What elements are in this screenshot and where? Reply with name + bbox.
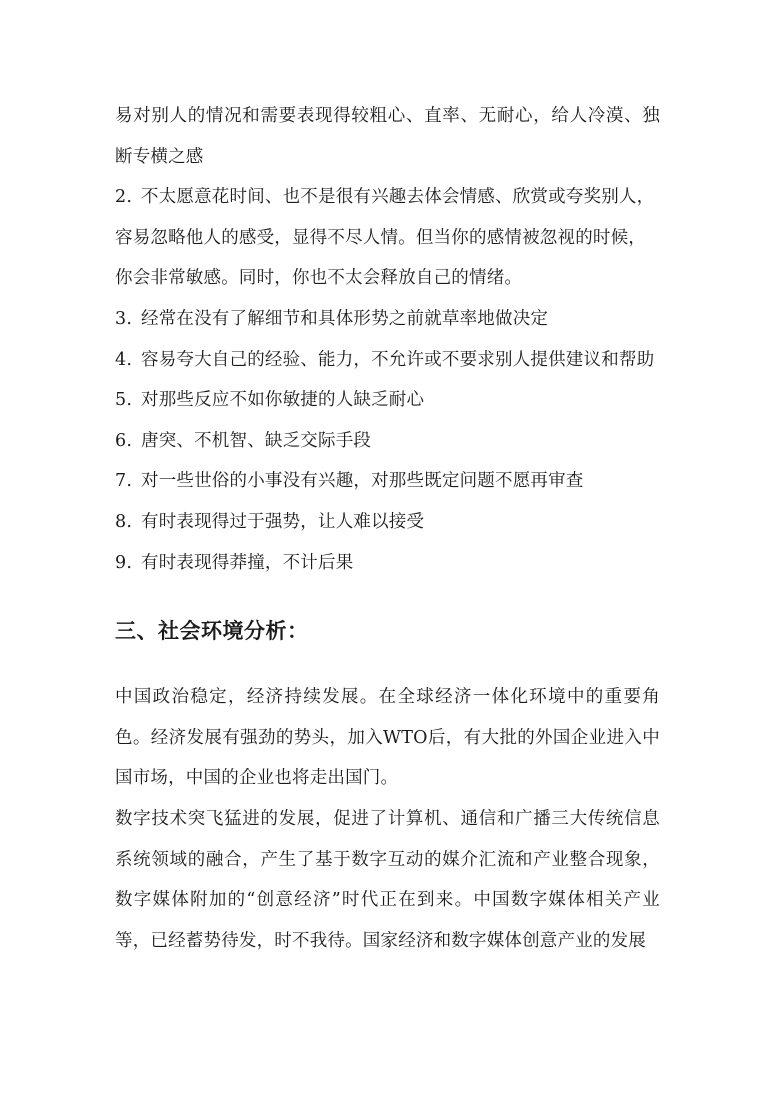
list-number: 6. — [115, 430, 133, 451]
list-item — [115, 543, 660, 584]
list-item — [115, 461, 660, 502]
list-item — [115, 299, 660, 340]
list-item — [115, 502, 660, 543]
list-number: 3. — [115, 308, 133, 329]
list-text: 唐突、不机智、缺乏交际手段 — [141, 430, 372, 451]
list-text: 对一些世俗的小事没有兴趣，对那些既定问题不愿再审查 — [141, 471, 584, 492]
list-text: 经常在没有了解细节和具体形势之前就草率地做决定 — [141, 308, 549, 329]
list-item — [115, 380, 660, 421]
list-number: 5. — [115, 390, 133, 411]
list-number: 4. — [115, 349, 133, 370]
list-item — [115, 421, 660, 462]
intro-continuation: 易对别人的情况和需要表现得较粗心、直率、无耐心，给人冷漠、独断专横之感 — [115, 106, 660, 167]
list-number: 9. — [115, 552, 133, 573]
list-text: 不太愿意花时间、也不是很有兴趣去体会情感、欣赏或夸奖别人，容易忽略他人的感受，显得不尽人情。但当你的感情被忽视的时候，你会非常敏感。同时，你也不太会释放自己的情绪。 — [115, 187, 655, 289]
list-text: 有时表现得莽撞，不计后果 — [141, 552, 354, 573]
list-item — [115, 177, 660, 299]
weakness-list — [115, 177, 660, 583]
section-heading: 三、社会环境分析： — [115, 619, 309, 644]
list-item — [115, 340, 660, 381]
list-number: 7. — [115, 471, 133, 492]
body-paragraph: 数字技术突飞猛进的发展，促进了计算机、通信和广播三大传统信息系统领域的融合，产生了基于数字互动的媒介汇流和产业整合现象，数字媒体附加的“创意经济”时代正在到来。中国数字媒体相关产业等，已经蓄势待发，时不我待。国家经济和数字媒体创意产业的发展 — [115, 808, 660, 951]
document-page — [115, 96, 660, 961]
body-paragraph: 中国政治稳定，经济持续发展。在全球经济一体化环境中的重要角色。经济发展有强劲的势头，加入WTO后，有大批的外国企业进入中国市场，中国的企业也将走出国门。 — [115, 687, 660, 789]
list-text: 有时表现得过于强势，让人难以接受 — [141, 511, 425, 532]
list-text: 对那些反应不如你敏捷的人缺乏耐心 — [141, 390, 425, 411]
list-number: 8. — [115, 511, 133, 532]
list-text: 容易夸大自己的经验、能力，不允许或不要求别人提供建议和帮助 — [141, 349, 655, 370]
list-number: 2. — [115, 187, 133, 208]
